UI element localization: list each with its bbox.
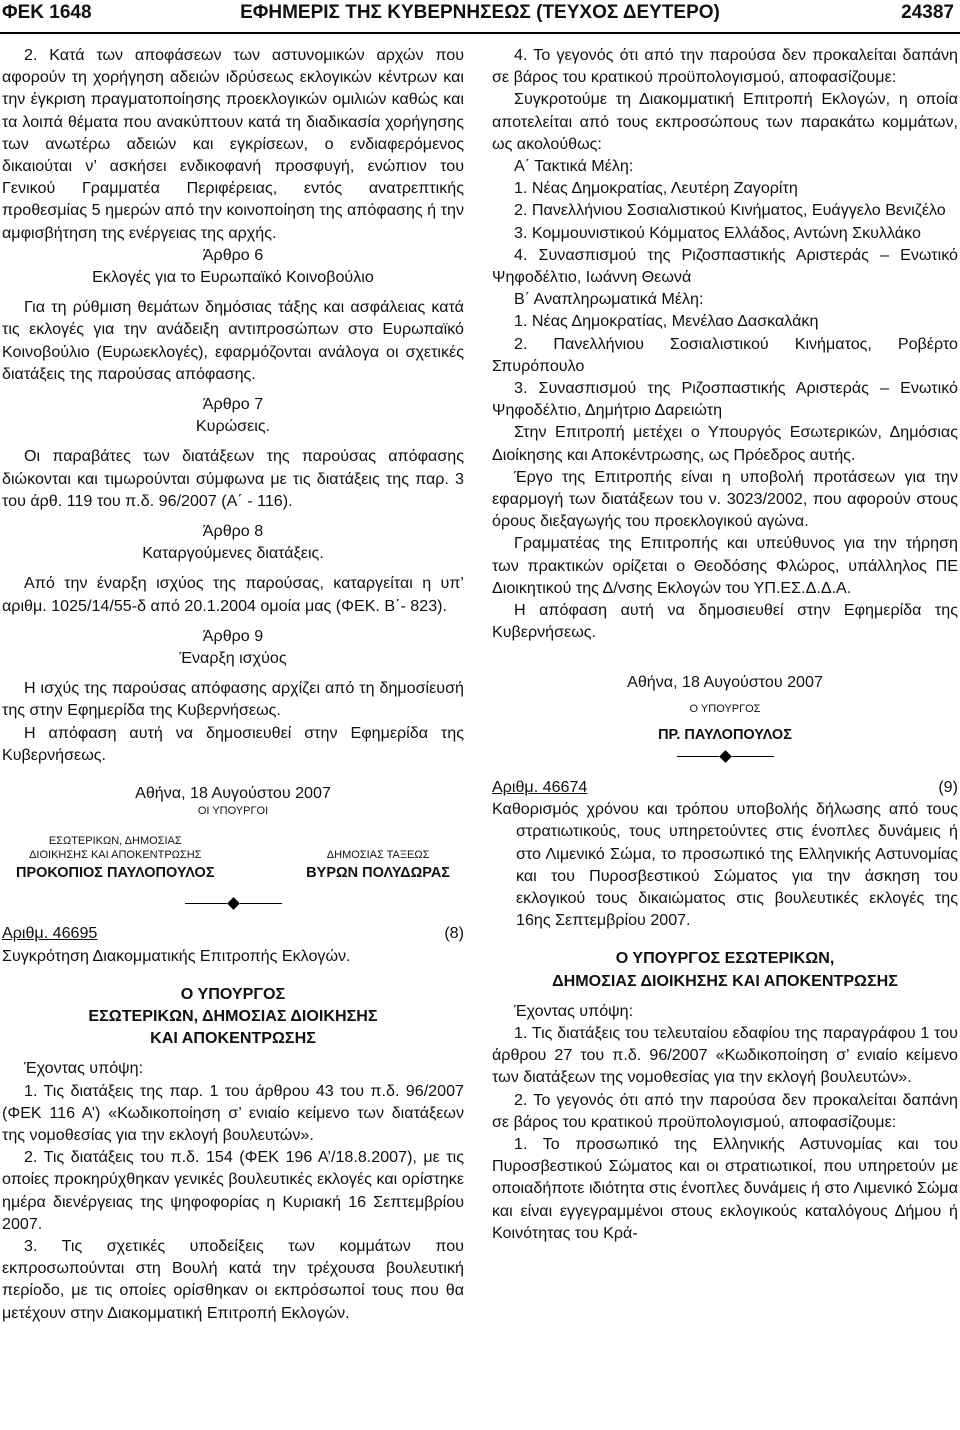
page-header (0, 0, 960, 36)
article-9-text-1: Η ισχύς της παρούσας απόφασης αρχίζει από τη δημοσίευσή της στην Εφημερίδα της Κυβερνήσεως. (2, 679, 464, 720)
member-item: 3. Κομμουνιστικού Κόμματος Ελλάδος, Αντώνη Σκυλλάκο (514, 223, 921, 242)
ministers-label: ΟΙ ΥΠΟΥΡΓΟΙ (197, 805, 269, 818)
signature-role: ΔΙΟΙΚΗΣΗΣ ΚΑΙ ΑΠΟΚΕΝΤΡΩΣΗΣ (29, 849, 202, 862)
decision-title: Συγκρότηση Διακομματικής Επιτροπής Εκλογών. (2, 946, 351, 965)
signature-name: ΒΥΡΩΝ ΠΟΛΥΔΩΡΑΣ (306, 865, 450, 882)
publish-text: Η απόφαση αυτή να δημοσιευθεί στην Εφημερίδα της Κυβερνήσεως. (492, 601, 958, 642)
member-item: 1. Νέας Δημοκρατίας, Λευτέρη Ζαγορίτη (514, 179, 798, 198)
article-6-text: Για τη ρύθμιση θεμάτων δημόσιας τάξης και ασφάλειας κατά τις εκλογές για την ανάδειξη αντιπροσώπων στο Ευρωπαϊκό Κοινοβούλιο (Ευρωεκλογές), εφαρμόζονται ανάλογα οι σχετικές διατάξεις της παρούσας απόφασης. (2, 298, 464, 383)
left-column (2, 44, 464, 1324)
article-6-title: Άρθρο 6 (202, 245, 264, 264)
having-in-mind: Έχοντας υπόψη: (514, 1001, 634, 1020)
decision-index: (8) (444, 924, 464, 943)
section-divider (2, 892, 464, 914)
consideration-1: 1. Τις διατάξεις της παρ. 1 του άρθρου 43 του π.δ. 96/2007 (ΦΕΚ 116 Α’) «Κωδικοποίηση σ’ ενιαίο κείμενο των διατάξεων της νομοθεσίας για την εκλογή βουλευτών». (2, 1081, 464, 1144)
task-text: Έργο της Επιτροπής είναι η υποβολή προτάσεων για την εφαρμογή των διατάξεων του ν. 3023/2002, που αφορούν στους όρους διεξαγωγής του προεκλογικού αγώνα. (492, 467, 958, 531)
article-8-text: Από την έναρξη ισχύος της παρούσας, καταργείται η υπ’ αριθμ. 1025/14/55-δ από 20.1.2004 ομοία μας (ΦΕΚ. Β΄- 823). (2, 574, 464, 615)
secretary-text: Γραμματέας της Επιτροπής και υπεύθυνος για την τήρηση των πρακτικών ορίζεται ο Θεοδόσης Φλώρος, υπάλληλος ΠΕ Διοικητικού της Δ/νσης Εκλογών του ΥΠ.ΕΣ.Δ.Δ.Α. (492, 534, 958, 597)
participation-text: Στην Επιτροπή μετέχει ο Υπουργός Εσωτερικών, Δημόσιας Διοίκησης και Αποκέντρωσης, ως Πρόεδρος αυτής. (492, 423, 958, 464)
article-7-title: Άρθρο 7 (202, 395, 264, 414)
gazette-title: ΕΦΗΜΕΡΙΣ ΤΗΣ ΚΥΒΕΡΝΗΣΕΩΣ (ΤΕΥΧΟΣ ΔΕΥΤΕΡΟ) (240, 2, 720, 23)
minister-heading: Ο ΥΠΟΥΡΓΟΣ ΕΣΩΤΕΡΙΚΩΝ, (615, 949, 835, 968)
consideration-1: 1. Τις διατάξεις του τελευταίου εδαφίου της παραγράφου 1 του άρθρου 27 του π.δ. 96/2007 «Κωδικοποίηση σ’ ενιαίο κείμενο των διατάξεων της νομοθεσίας για την εκλογή βουλευτών». (492, 1023, 958, 1087)
decision-number: Αριθμ. 46674 (492, 777, 588, 796)
decision-number-row (2, 922, 464, 944)
signature-public-order-minister (306, 834, 450, 884)
diamond-icon (719, 751, 732, 764)
place-date: Αθήνα, 18 Αυγούστου 2007 (135, 784, 331, 803)
signature-role: ΕΣΩΤΕΡΙΚΩΝ, ΔΗΜΟΣΙΑΣ (48, 835, 182, 848)
alternate-members-label: Β΄ Αναπληρωματικά Μέλη: (514, 290, 704, 309)
article-9-subtitle: Έναρξη ισχύος (179, 649, 287, 668)
article-7-text: Οι παραβάτες των διατάξεων της παρούσας απόφασης διώκονται και τιμωρούνται σύμφωνα με τις διατάξεις της παρ. 3 του άρθ. 119 του π.δ. 96/2007 (Α΄ - 116). (2, 447, 464, 510)
consideration-2: 2. Το γεγονός ότι από την παρούσα δεν προκαλείται δαπάνη σε βάρος του κρατικού προϋπολογισμού, αποφασίζουμε: (492, 1090, 958, 1131)
minister-signature: ΠΡ. ΠΑΥΛΟΠΟΥΛΟΣ (658, 726, 792, 743)
signature-name: ΠΡΟΚΟΠΙΟΣ ΠΑΥΛΟΠΟΥΛΟΣ (16, 865, 215, 882)
signature-interior-minister (16, 834, 215, 884)
signature-block (2, 834, 464, 884)
diamond-icon (227, 897, 240, 910)
regular-members-label: Α΄ Τακτικά Μέλη: (514, 157, 634, 176)
decision-title: Καθορισμός χρόνου και τρόπου υποβολής δήλωσης από τους στρατιωτικούς, τους υπηρετούντες στις ένοπλες δυνάμεις ή στο Λιμενικό Σώμα, το προσωπικό της Ελληνικής Αστυνομίας και του Πυροσβεστικού Σώματος για την άσκηση του εκλογικού τους δικαιώματος στις βουλευτικές εκλογές της 16ης Σεπτεμβρίου 2007. (492, 800, 958, 930)
constitution-text: Συγκροτούμε τη Διακομματική Επιτροπή Εκλογών, η οποία αποτελείται από τους εκπροσώπους των παρακάτω κομμάτων, ως ακολούθως: (492, 90, 958, 153)
right-column (492, 44, 958, 1244)
decision-number: Αριθμ. 46695 (2, 924, 98, 943)
minister-label: Ο ΥΠΟΥΡΓΟΣ (689, 702, 761, 715)
place-date: Αθήνα, 18 Αυγούστου 2007 (627, 673, 823, 692)
consideration-2: 2. Τις διατάξεις του π.δ. 154 (ΦΕΚ 196 Α’/18.8.2007), με τις οποίες προκηρύχθηκαν γενικές βουλευτικές εκλογές και ορίστηκε ημέρα διενέργειας της ψηφοφορίας η Κυριακή 16 Σεπτεμβρίου 2007. (2, 1148, 464, 1233)
paragraph-appeal: 2. Κατά των αποφάσεων των αστυνομικών αρχών που αφορούν τη χορήγηση αδειών ιδρύσεως εκλογικών κέντρων και την έγκριση πραγματοποίησης προεκλογικών ομιλιών καθώς και τα λοιπά θέματα που ανακύπτουν κατά τη διαδικασία χορήγησης των ανωτέρω αδειών και εγκρίσεων, ο ενδιαφερόμενος δικαιούται ν’ ασκήσει ενδικοφανή προσφυγή, ενώπιον του Γενικού Γραμματέα Περιφέρειας, εντός ανατρεπτικής προθεσμίας 5 ημερών από την κοινοποίηση της απόφασης ή την αμφισβήτηση της ενέργειας της αρχής. (2, 46, 464, 242)
member-item: 2. Πανελλήνιου Σοσιαλιστικού Κινήματος, Ροβέρτο Σπυρόπουλο (492, 334, 958, 375)
minister-heading: Ο ΥΠΟΥΡΓΟΣ (180, 984, 286, 1003)
minister-heading: ΔΗΜΟΣΙΑΣ ΔΙΟΙΚΗΣΗΣ ΚΑΙ ΑΠΟΚΕΝΤΡΩΣΗΣ (552, 971, 898, 990)
member-item: 1. Νέας Δημοκρατίας, Μενέλαο Δασκαλάκη (514, 312, 819, 331)
article-9-title: Άρθρο 9 (202, 626, 264, 645)
article-6-subtitle: Εκλογές για το Ευρωπαϊκό Κοινοβούλιο (92, 268, 374, 287)
consideration-3: 3. Τις σχετικές υποδείξεις των κομμάτων που εκπροσωπούνται στη Βουλή κατά την τρέχουσα βουλευτική περίοδο, με τις οποίες ορίσθηκαν οι εκπρόσωποί τους που θα μετέχουν στην Διακομματική Επιτροπή Εκλογών. (2, 1236, 464, 1322)
article-8-subtitle: Καταργούμενες διατάξεις. (142, 544, 324, 563)
header-rule (0, 32, 960, 34)
minister-heading: ΕΣΩΤΕΡΙΚΩΝ, ΔΗΜΟΣΙΑΣ ΔΙΟΙΚΗΣΗΣ (88, 1006, 378, 1025)
consideration-4: 4. Το γεγονός ότι από την παρούσα δεν προκαλείται δαπάνη σε βάρος του κρατικού προϋπολογισμού, αποφασίζουμε: (492, 46, 958, 87)
member-item: 4. Συνασπισμού της Ριζοσπαστικής Αριστεράς – Ενωτικό Ψηφοδέλτιο, Ιωάννη Θεωνά (492, 245, 958, 287)
member-item: 2. Πανελλήνιου Σοσιαλιστικού Κινήματος, Ευάγγελο Βενιζέλο (514, 201, 946, 220)
section-divider (492, 746, 958, 768)
article-8-title: Άρθρο 8 (202, 522, 264, 541)
decision-index: (9) (938, 777, 958, 796)
article-9-text-2: Η απόφαση αυτή να δημοσιευθεί στην Εφημερίδα της Κυβερνήσεως. (2, 723, 464, 764)
having-in-mind: Έχοντας υπόψη: (24, 1059, 144, 1078)
member-item: 3. Συνασπισμού της Ριζοσπαστικής Αριστεράς – Ενωτικό Ψηφοδέλτιο, Δημήτριο Δαρειώτη (492, 379, 958, 420)
article-7-subtitle: Κυρώσεις. (195, 417, 271, 436)
signature-role: ΔΗΜΟΣΙΑΣ ΤΑΞΕΩΣ (326, 849, 430, 862)
minister-heading: ΚΑΙ ΑΠΟΚΕΝΤΡΩΣΗΣ (150, 1029, 316, 1048)
issue-number: ΦΕΚ 1648 (2, 2, 92, 23)
page-number: 24387 (901, 2, 954, 23)
decision-number-row (492, 776, 958, 798)
decision-item-1: 1. Το προσωπικό της Ελληνικής Αστυνομίας και του Πυροσβεστικού Σώματος και οι στρατιωτικοί, που υπηρετούν με οποιαδήποτε ιδιότητα στις ένοπλες δυνάμεις ή στο Λιμενικό Σώμα και είναι εγγεγραμμένοι στους εκλογικούς καταλόγους Δήμου ή Κοινότητας του Κρά- (492, 1134, 958, 1242)
